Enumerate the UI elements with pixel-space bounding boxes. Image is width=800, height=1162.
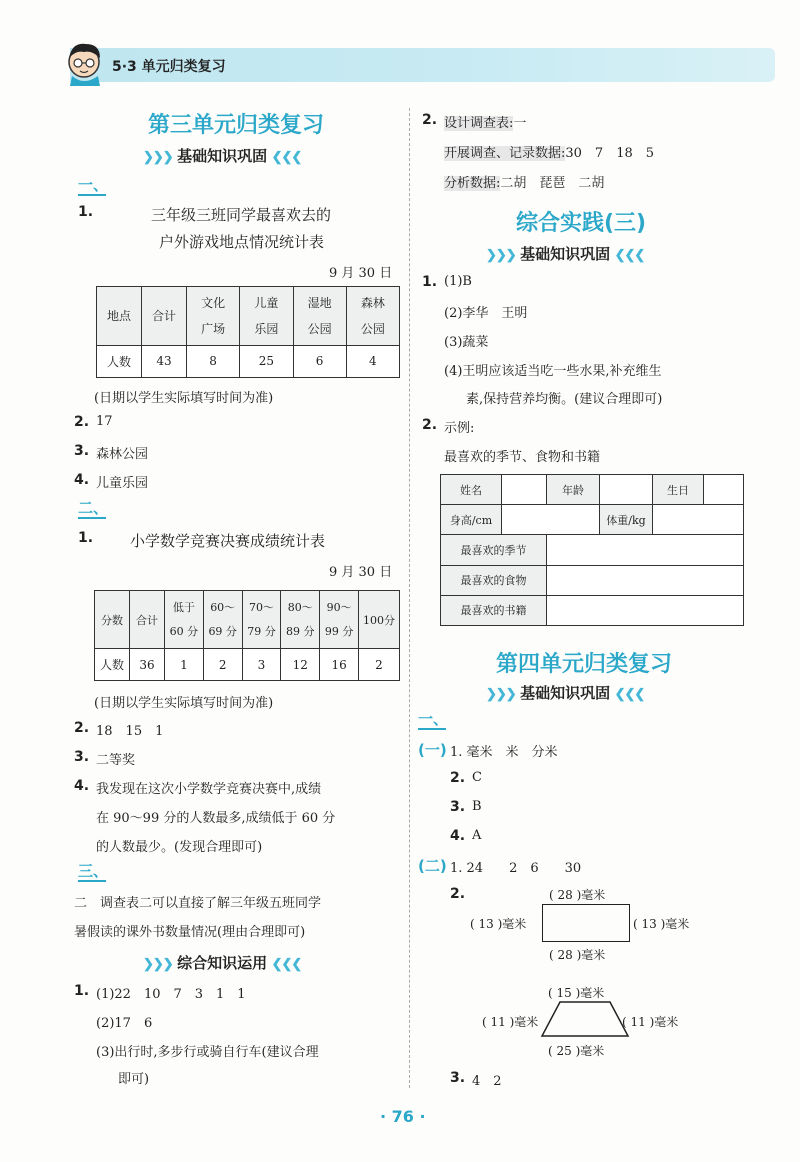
form-label: 生日 bbox=[653, 475, 704, 505]
question-number: 1. bbox=[422, 274, 438, 290]
table-title: 三年级三班同学最喜欢去的 bbox=[151, 206, 332, 224]
question-number: 2. bbox=[74, 414, 90, 430]
survey-form-table bbox=[440, 474, 744, 626]
form-field bbox=[502, 505, 600, 535]
table-header-cell: 文化 广场 bbox=[187, 287, 240, 346]
table-header-cell: 100分 bbox=[359, 591, 400, 649]
answer-line: (3)出行时,多步行或骑自行车(建议合理 bbox=[96, 1045, 319, 1060]
section-3: 三、 bbox=[78, 862, 109, 880]
question-number: 3. bbox=[450, 799, 466, 815]
table-header-cell: 70～ 79 分 bbox=[242, 591, 281, 649]
table-cell: 1 bbox=[165, 649, 204, 681]
answer-line: 1. 24 2 6 30 bbox=[450, 861, 582, 876]
rect-right-label: ( 13 )毫米 bbox=[633, 917, 690, 931]
answer-line: 在 90～99 分的人数最多,成绩低于 60 分 bbox=[96, 811, 336, 826]
table-header-cell: 合计 bbox=[130, 591, 165, 649]
answer-line: 即可) bbox=[118, 1072, 150, 1087]
section-underline bbox=[78, 880, 106, 882]
chevron-right-icon: ❯❯❯ bbox=[143, 150, 173, 165]
trapezoid-shape bbox=[540, 1000, 630, 1038]
section-underline bbox=[418, 728, 446, 730]
question-number: 2. bbox=[450, 886, 466, 902]
table-cell: 2 bbox=[359, 649, 400, 681]
table-header-cell: 低于 60 分 bbox=[165, 591, 204, 649]
question-number: 3. bbox=[450, 1070, 466, 1086]
rectangle-shape bbox=[542, 904, 630, 942]
unit-title: 第三单元归类复习 bbox=[148, 113, 325, 138]
answer-line: 素,保持营养均衡。(建议合理即可) bbox=[466, 392, 663, 407]
form-field bbox=[600, 475, 653, 505]
stats-table-1 bbox=[96, 286, 400, 378]
form-field bbox=[653, 505, 744, 535]
table-header-cell: 分数 bbox=[95, 591, 130, 649]
unit-title: 第四单元归类复习 bbox=[496, 652, 673, 677]
table-cell: 3 bbox=[242, 649, 281, 681]
chevron-right-icon: ❯❯❯ bbox=[143, 957, 173, 972]
rect-left-label: ( 13 )毫米 bbox=[470, 917, 527, 931]
sub-title-comprehensive: ❯❯❯ 综合知识运用 ❮❮❮ bbox=[143, 954, 302, 972]
question-number: 2. bbox=[450, 770, 466, 786]
table-cell: 36 bbox=[130, 649, 165, 681]
answer-line: 1. 毫米 米 分米 bbox=[450, 745, 558, 760]
answer-line: 的人数最少。(发现合理即可) bbox=[96, 840, 263, 855]
column-divider bbox=[409, 108, 410, 1088]
question-number: 1. bbox=[74, 983, 90, 999]
question-number: 1. bbox=[78, 530, 94, 546]
chevron-left-icon: ❮❮❮ bbox=[614, 687, 645, 702]
form-field bbox=[547, 595, 744, 625]
answer-line: 分析数据:二胡 琵琶 二胡 bbox=[444, 176, 605, 191]
table-row-label: 人数 bbox=[95, 649, 130, 681]
table-title: 小学数学竞赛决赛成绩统计表 bbox=[130, 532, 326, 550]
table-date: 9 月 30 日 bbox=[329, 266, 393, 281]
chevron-left-icon: ❮❮❮ bbox=[271, 150, 302, 165]
form-field bbox=[547, 565, 744, 595]
form-label: 身高/cm bbox=[441, 505, 502, 535]
question-number: 1. bbox=[78, 204, 94, 220]
table-cell: 43 bbox=[142, 345, 187, 377]
question-number: 2. bbox=[422, 417, 438, 433]
question-number: 4. bbox=[450, 828, 466, 844]
form-field bbox=[547, 535, 744, 565]
trap-top-label: ( 15 )毫米 bbox=[548, 986, 605, 1000]
table-cell: 2 bbox=[203, 649, 242, 681]
section-1: 一、 bbox=[418, 710, 449, 728]
note: (日期以学生实际填写时间为准) bbox=[94, 696, 274, 711]
table-header-cell: 森林 公园 bbox=[346, 287, 399, 346]
table-date: 9 月 30 日 bbox=[329, 565, 393, 580]
section-underline bbox=[78, 194, 106, 196]
question-number: 2. bbox=[74, 720, 90, 736]
group-label: (二) bbox=[418, 857, 447, 875]
question-number: 3. bbox=[74, 443, 90, 459]
answer-line: (1)22 10 7 3 1 1 bbox=[96, 987, 246, 1002]
sub-title-basic: ❯❯❯ 基础知识巩固 ❮❮❮ bbox=[486, 684, 645, 702]
note: (日期以学生实际填写时间为准) bbox=[94, 391, 274, 406]
table-cell: 6 bbox=[293, 345, 346, 377]
answer-line: 我发现在这次小学数学竞赛决赛中,成绩 bbox=[96, 782, 322, 797]
trap-left-label: ( 11 )毫米 bbox=[482, 1015, 539, 1029]
form-field bbox=[502, 475, 547, 505]
form-label: 体重/kg bbox=[600, 505, 653, 535]
trap-right-label: ( 11 )毫米 bbox=[622, 1015, 679, 1029]
chevron-left-icon: ❮❮❮ bbox=[614, 248, 645, 263]
stats-table-2 bbox=[94, 590, 400, 681]
answer-line: (2)李华 王明 bbox=[444, 306, 528, 321]
rect-top-label: ( 28 )毫米 bbox=[549, 888, 606, 902]
page-number: · 76 · bbox=[380, 1107, 426, 1126]
table-cell: 25 bbox=[240, 345, 293, 377]
answer-line: 暑假读的课外书数量情况(理由合理即可) bbox=[74, 925, 306, 940]
section-underline bbox=[78, 517, 106, 519]
table-header-cell: 60～ 69 分 bbox=[203, 591, 242, 649]
form-label: 姓名 bbox=[441, 475, 502, 505]
table-header-cell: 合计 bbox=[142, 287, 187, 346]
answer: A bbox=[472, 828, 482, 843]
table-header-cell: 儿童 乐园 bbox=[240, 287, 293, 346]
answer-line: (3)蔬菜 bbox=[444, 335, 489, 350]
section-1: 一、 bbox=[78, 176, 109, 194]
table-cell: 8 bbox=[187, 345, 240, 377]
answer-line: (2)17 6 bbox=[96, 1016, 153, 1031]
form-label: 最喜欢的书籍 bbox=[441, 595, 547, 625]
table-header-cell: 湿地 公园 bbox=[293, 287, 346, 346]
mascot-icon bbox=[62, 36, 108, 86]
table-header-cell: 地点 bbox=[97, 287, 142, 346]
unit-title: 综合实践(三) bbox=[516, 211, 647, 236]
answer: 森林公园 bbox=[96, 447, 149, 462]
table-row-label: 人数 bbox=[97, 345, 142, 377]
header-title: 5·3 单元归类复习 bbox=[112, 59, 226, 75]
answer: 4 2 bbox=[472, 1074, 502, 1089]
trap-bottom-label: ( 25 )毫米 bbox=[548, 1044, 605, 1058]
rect-bottom-label: ( 28 )毫米 bbox=[549, 948, 606, 962]
answer: C bbox=[472, 770, 482, 785]
sub-title-basic: ❯❯❯ 基础知识巩固 ❮❮❮ bbox=[143, 147, 302, 165]
group-label: (一) bbox=[418, 741, 447, 759]
answer-line: 最喜欢的季节、食物和书籍 bbox=[444, 450, 601, 465]
chevron-right-icon: ❯❯❯ bbox=[486, 248, 516, 263]
answer: 17 bbox=[96, 414, 113, 429]
answer: 儿童乐园 bbox=[96, 476, 149, 491]
question-number: 4. bbox=[74, 778, 90, 794]
question-number: 2. bbox=[422, 112, 438, 128]
chevron-right-icon: ❯❯❯ bbox=[486, 687, 516, 702]
answer-line: 示例: bbox=[444, 421, 475, 436]
section-2: 二、 bbox=[78, 499, 109, 517]
answer: 18 15 1 bbox=[96, 724, 164, 739]
table-cell: 12 bbox=[281, 649, 320, 681]
answer-line: (4)王明应该适当吃一些水果,补充维生 bbox=[444, 364, 662, 379]
table-header-cell: 90～ 99 分 bbox=[320, 591, 359, 649]
answer-line: 二 调查表二可以直接了解三年级五班同学 bbox=[74, 896, 322, 911]
form-label: 最喜欢的季节 bbox=[441, 535, 547, 565]
table-cell: 4 bbox=[346, 345, 399, 377]
table-header-cell: 80～ 89 分 bbox=[281, 591, 320, 649]
table-cell: 16 bbox=[320, 649, 359, 681]
answer: 二等奖 bbox=[96, 753, 136, 768]
sub-title-basic: ❯❯❯ 基础知识巩固 ❮❮❮ bbox=[486, 245, 645, 263]
question-number: 4. bbox=[74, 472, 90, 488]
answer-line: 开展调查、记录数据:30 7 18 5 bbox=[444, 146, 655, 161]
form-label: 年龄 bbox=[547, 475, 600, 505]
chevron-left-icon: ❮❮❮ bbox=[271, 957, 302, 972]
answer-line: (1)B bbox=[444, 274, 472, 289]
form-label: 最喜欢的食物 bbox=[441, 565, 547, 595]
answer-line: 设计调查表:一 bbox=[444, 116, 527, 131]
table-title: 户外游戏地点情况统计表 bbox=[159, 233, 325, 251]
answer: B bbox=[472, 799, 482, 814]
form-field bbox=[704, 475, 744, 505]
question-number: 3. bbox=[74, 749, 90, 765]
